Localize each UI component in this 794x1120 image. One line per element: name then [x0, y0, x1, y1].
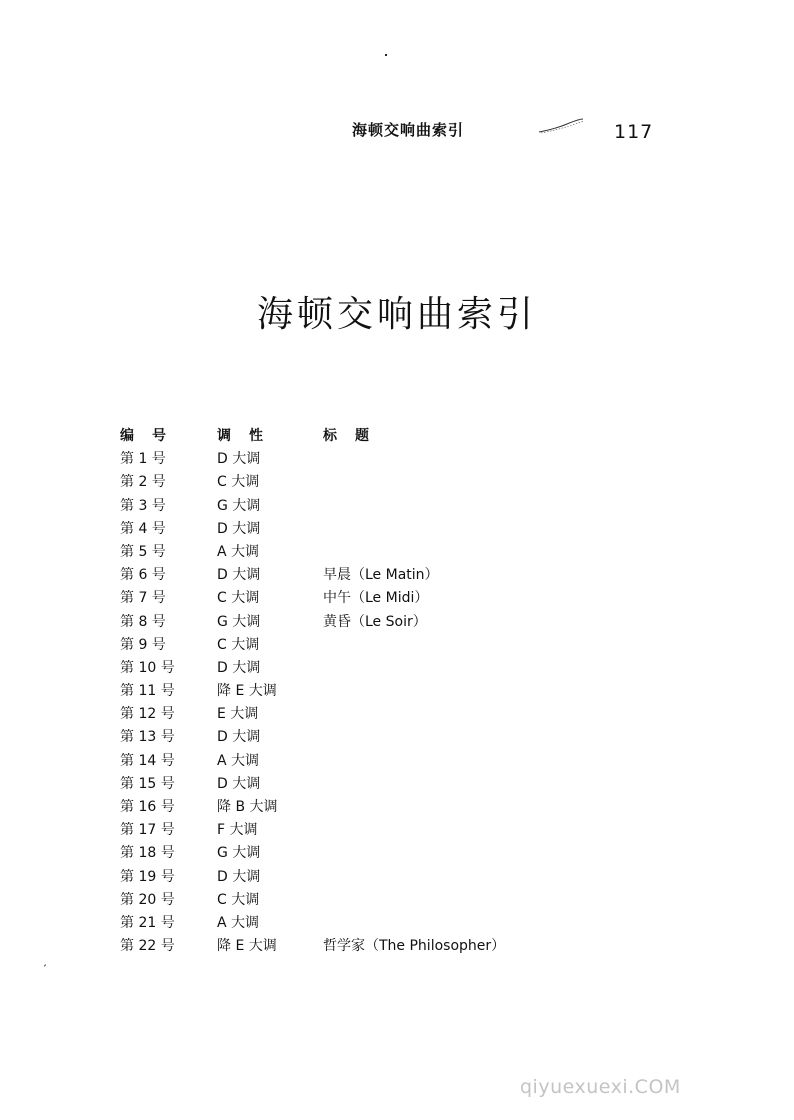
symphony-title: 早晨（Le Matin）: [323, 567, 439, 584]
table-row: [120, 680, 680, 703]
table-row: [120, 912, 680, 935]
symphony-key: 降 B 大调: [217, 799, 278, 815]
symphony-number: 第 21 号: [120, 914, 175, 931]
symphony-title: 哲学家（The Philosopher）: [323, 938, 506, 955]
table-row: [120, 634, 680, 657]
table-row: [120, 726, 680, 749]
table-row: [120, 611, 680, 634]
ornament-flourish: [537, 117, 585, 135]
table-row: [120, 935, 680, 958]
symphony-key: G 大调: [217, 497, 261, 514]
table-row: [120, 703, 680, 726]
symphony-number: 第 6 号: [120, 567, 166, 584]
table-row: [120, 842, 680, 865]
page-number: 117: [614, 121, 654, 143]
symphony-number: 第 9 号: [120, 636, 166, 653]
symphony-number: 第 8 号: [120, 613, 166, 630]
table-row: [120, 587, 680, 610]
symphony-number: 第 13 号: [120, 729, 175, 746]
table-row: [120, 541, 680, 564]
symphony-number: 第 1 号: [120, 451, 166, 468]
symphony-index-table: [120, 425, 680, 958]
table-row: [120, 495, 680, 518]
symphony-key: A 大调: [217, 543, 260, 560]
table-row: [120, 819, 680, 842]
symphony-number: 第 2 号: [120, 474, 166, 491]
symphony-key: D 大调: [217, 659, 261, 676]
column-header-title: 标 题: [323, 428, 371, 444]
table-body: [120, 448, 680, 958]
symphony-key: C 大调: [217, 474, 260, 491]
symphony-key: D 大调: [217, 775, 261, 792]
table-row: [120, 889, 680, 912]
symphony-key: E 大调: [217, 706, 259, 723]
symphony-key: D 大调: [217, 868, 261, 885]
page-title: 海顿交响曲索引: [256, 294, 537, 335]
site-watermark: qiyuexuexi.COM: [520, 1076, 681, 1098]
symphony-title: 黄昏（Le Soir）: [323, 613, 427, 630]
symphony-key: G 大调: [217, 613, 261, 630]
table-row: [120, 564, 680, 587]
symphony-number: 第 22 号: [120, 938, 175, 955]
symphony-key: D 大调: [217, 451, 261, 468]
symphony-key: D 大调: [217, 567, 261, 584]
symphony-key: 降 E 大调: [217, 938, 277, 955]
table-row: [120, 657, 680, 680]
symphony-number: 第 17 号: [120, 822, 175, 839]
symphony-title: 中午（Le Midi）: [323, 590, 429, 607]
table-row: [120, 471, 680, 494]
symphony-key: C 大调: [217, 891, 260, 908]
symphony-key: 降 E 大调: [217, 683, 277, 700]
symphony-number: 第 18 号: [120, 845, 175, 862]
table-header: [120, 425, 680, 448]
symphony-key: A 大调: [217, 752, 260, 769]
symphony-number: 第 14 号: [120, 752, 175, 769]
symphony-number: 第 5 号: [120, 543, 166, 560]
running-head: 海顿交响曲索引: [352, 121, 465, 139]
table-row: [120, 866, 680, 889]
symphony-key: D 大调: [217, 729, 261, 746]
table-row: [120, 750, 680, 773]
symphony-number: 第 11 号: [120, 683, 175, 700]
symphony-number: 第 19 号: [120, 868, 175, 885]
symphony-number: 第 12 号: [120, 706, 175, 723]
scan-mark: [44, 964, 46, 966]
symphony-key: C 大调: [217, 590, 260, 607]
symphony-number: 第 7 号: [120, 590, 166, 607]
symphony-key: G 大调: [217, 845, 261, 862]
symphony-number: 第 15 号: [120, 775, 175, 792]
column-header-number: 编 号: [120, 428, 168, 444]
symphony-key: C 大调: [217, 636, 260, 653]
table-row: [120, 773, 680, 796]
symphony-key: F 大调: [217, 822, 258, 839]
symphony-number: 第 4 号: [120, 520, 166, 537]
symphony-key: D 大调: [217, 520, 261, 537]
table-row: [120, 796, 680, 819]
symphony-number: 第 10 号: [120, 659, 175, 676]
scan-mark: [385, 54, 387, 56]
symphony-key: A 大调: [217, 914, 260, 931]
table-row: [120, 518, 680, 541]
column-header-key: 调 性: [217, 428, 265, 444]
table-row: [120, 448, 680, 471]
symphony-number: 第 16 号: [120, 799, 175, 815]
symphony-number: 第 20 号: [120, 891, 175, 908]
symphony-number: 第 3 号: [120, 497, 166, 514]
